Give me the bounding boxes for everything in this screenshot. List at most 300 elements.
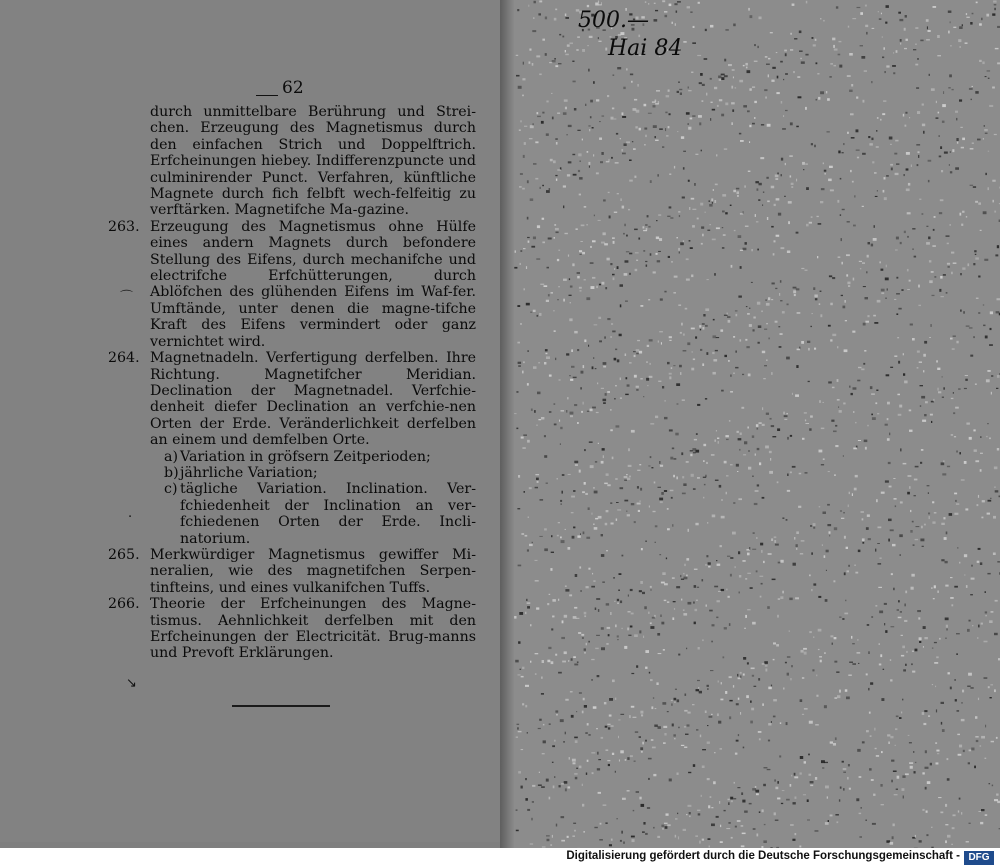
speckle-dot [897, 337, 899, 338]
speckle-dot [950, 577, 953, 578]
speckle-dot [990, 697, 992, 698]
speckle-dot [994, 211, 996, 213]
speckle-dot [579, 194, 581, 196]
speckle-dot [636, 665, 638, 668]
speckle-dot [866, 730, 869, 732]
speckle-dot [773, 659, 775, 660]
speckle-dot [988, 500, 992, 502]
speckle-dot [698, 115, 702, 118]
speckle-dot [884, 71, 886, 73]
speckle-dot [711, 714, 713, 715]
speckle-dot [962, 690, 964, 693]
speckle-dot [952, 89, 954, 90]
speckle-dot [923, 626, 926, 629]
speckle-dot [708, 805, 710, 808]
speckle-dot [870, 682, 873, 685]
speckle-dot [621, 149, 623, 152]
speckle-dot [796, 232, 799, 234]
speckle-dot [615, 698, 616, 700]
speckle-dot [853, 387, 857, 389]
speckle-dot [681, 599, 682, 601]
speckle-dot [679, 215, 680, 217]
speckle-dot [584, 615, 586, 617]
speckle-dot [780, 333, 783, 335]
speckle-dot [837, 200, 839, 203]
speckle-dot [623, 87, 625, 89]
speckle-dot [776, 52, 778, 53]
speckle-dot [975, 254, 977, 255]
speckle-dot [745, 226, 749, 227]
speckle-dot [655, 416, 658, 419]
speckle-dot [862, 741, 865, 743]
speckle-dot [614, 268, 615, 270]
speckle-dot [967, 686, 971, 687]
speckle-dot [887, 438, 890, 441]
speckle-dot [804, 412, 807, 414]
speckle-dot [986, 14, 989, 17]
speckle-dot [866, 673, 868, 675]
speckle-dot [613, 277, 615, 280]
speckle-dot [975, 384, 977, 385]
speckle-dot [880, 119, 881, 121]
speckle-dot [805, 270, 808, 272]
speckle-dot [554, 424, 557, 426]
speckle-dot [612, 274, 615, 276]
speckle-dot [780, 61, 783, 63]
speckle-dot [951, 604, 953, 606]
speckle-dot [601, 627, 604, 630]
speckle-dot [800, 756, 803, 759]
speckle-dot [710, 78, 712, 80]
speckle-dot [639, 128, 641, 131]
speckle-dot [816, 675, 817, 677]
speckle-dot [679, 252, 680, 254]
speckle-dot [599, 284, 601, 286]
speckle-dot [706, 93, 707, 96]
speckle-dot [767, 124, 771, 127]
speckle-dot [737, 191, 740, 194]
speckle-dot [533, 17, 534, 19]
speckle-dot [567, 836, 569, 838]
speckle-dot [763, 378, 766, 379]
speckle-dot [559, 379, 561, 380]
speckle-dot [978, 625, 980, 628]
speckle-dot [518, 475, 520, 478]
speckle-dot [755, 454, 756, 456]
speckle-dot [681, 452, 683, 455]
speckle-dot [539, 313, 541, 316]
speckle-dot [650, 363, 651, 365]
speckle-dot [762, 809, 764, 812]
speckle-dot [921, 449, 924, 451]
speckle-dot [837, 346, 838, 348]
speckle-dot [653, 697, 654, 699]
speckle-dot [757, 428, 759, 430]
speckle-dot [740, 266, 742, 269]
speckle-dot [660, 298, 663, 300]
speckle-dot [775, 178, 778, 180]
speckle-dot [741, 825, 744, 826]
speckle-dot [677, 131, 678, 132]
speckle-dot [592, 277, 595, 279]
speckle-dot [646, 541, 647, 543]
speckle-dot [890, 679, 892, 681]
speckle-dot [868, 136, 870, 138]
speckle-dot [691, 72, 693, 73]
speckle-dot [915, 649, 918, 652]
speckle-dot [859, 261, 862, 262]
speckle-dot [890, 529, 894, 531]
speckle-dot [663, 649, 665, 651]
speckle-dot [881, 698, 884, 701]
speckle-dot [634, 375, 637, 378]
speckle-dot [549, 188, 551, 190]
speckle-dot [629, 715, 630, 718]
speckle-dot [904, 174, 905, 176]
speckle-dot [858, 663, 859, 664]
speckle-dot [596, 99, 599, 101]
speckle-dot [943, 91, 944, 94]
speckle-dot [537, 116, 541, 117]
speckle-dot [662, 147, 664, 148]
speckle-dot [558, 672, 562, 674]
speckle-dot [928, 513, 930, 515]
speckle-dot [544, 362, 546, 365]
speckle-dot [937, 368, 940, 370]
speckle-dot [806, 423, 810, 424]
speckle-dot [627, 757, 629, 760]
speckle-dot [661, 582, 665, 584]
speckle-dot [819, 400, 820, 403]
speckle-dot [842, 152, 844, 153]
speckle-dot [786, 519, 788, 520]
speckle-dot [584, 652, 586, 654]
speckle-dot [913, 545, 915, 546]
speckle-dot [830, 339, 832, 341]
speckle-dot [585, 732, 588, 734]
speckle-dot [595, 461, 597, 462]
speckle-dot [611, 523, 614, 525]
speckle-dot [889, 486, 892, 488]
speckle-dot [849, 386, 850, 388]
speckle-dot [689, 816, 690, 818]
speckle-dot [879, 18, 882, 19]
speckle-dot [820, 201, 823, 203]
speckle-dot [823, 459, 825, 460]
speckle-dot [783, 412, 785, 415]
speckle-dot [956, 653, 958, 655]
speckle-dot [805, 107, 807, 110]
speckle-dot [589, 36, 593, 38]
speckle-dot [597, 752, 599, 755]
speckle-dot [899, 405, 902, 408]
speckle-dot [611, 323, 613, 325]
speckle-dot [867, 514, 870, 517]
speckle-dot [574, 461, 578, 463]
speckle-dot [824, 170, 827, 172]
speckle-dot [580, 387, 582, 389]
speckle-dot [847, 132, 849, 134]
speckle-dot [593, 706, 597, 709]
speckle-dot [556, 142, 558, 145]
speckle-dot [769, 338, 770, 340]
speckle-dot [795, 597, 799, 599]
speckle-dot [521, 437, 524, 439]
speckle-dot [546, 835, 550, 836]
speckle-dot [872, 161, 874, 163]
speckle-dot [931, 88, 935, 91]
speckle-dot [899, 717, 902, 719]
speckle-dot [936, 656, 939, 658]
speckle-dot [614, 212, 617, 213]
speckle-dot [953, 263, 957, 264]
speckle-dot [951, 272, 952, 275]
speckle-dot [670, 457, 673, 460]
speckle-dot [568, 474, 571, 475]
speckle-dot [913, 49, 916, 50]
speckle-dot [654, 725, 658, 727]
speckle-dot [517, 305, 520, 307]
speckle-dot [653, 125, 657, 128]
speckle-dot [617, 603, 619, 604]
speckle-dot [702, 839, 704, 841]
speckle-dot [588, 69, 589, 72]
speckle-dot [676, 586, 680, 588]
speckle-dot [921, 526, 922, 529]
speckle-dot [598, 4, 601, 5]
speckle-dot [605, 823, 607, 824]
speckle-dot [927, 26, 928, 29]
speckle-dot [974, 250, 976, 252]
speckle-dot [662, 0, 665, 2]
speckle-dot [993, 553, 996, 556]
speckle-dot [765, 665, 768, 667]
speckle-dot [857, 749, 861, 752]
speckle-dot [947, 466, 950, 468]
speckle-dot [739, 449, 740, 451]
speckle-dot [713, 335, 717, 338]
speckle-dot [547, 839, 550, 841]
speckle-dot [965, 375, 968, 376]
speckle-dot [781, 247, 785, 249]
speckle-dot [984, 125, 985, 126]
speckle-dot [607, 484, 610, 486]
speckle-dot [871, 616, 873, 617]
speckle-dot [818, 596, 821, 598]
speckle-dot [646, 135, 647, 137]
speckle-dot [737, 431, 739, 433]
speckle-dot [622, 153, 626, 155]
speckle-dot [945, 804, 947, 807]
speckle-dot [775, 787, 778, 790]
speckle-dot [716, 154, 717, 156]
speckle-dot [940, 146, 942, 149]
speckle-dot [804, 761, 806, 763]
speckle-dot [919, 840, 922, 842]
speckle-dot [995, 600, 998, 602]
speckle-dot [663, 742, 666, 744]
speckle-dot [987, 423, 989, 424]
speckle-dot [697, 587, 699, 588]
speckle-dot [596, 172, 599, 174]
speckle-dot [871, 414, 873, 416]
speckle-dot [659, 331, 663, 332]
speckle-dot [665, 15, 668, 17]
speckle-dot [767, 217, 768, 220]
speckle-dot [633, 717, 637, 718]
speckle-dot [768, 58, 770, 60]
speckle-dot [631, 836, 635, 838]
speckle-dot [847, 777, 849, 780]
speckle-dot [762, 407, 763, 410]
speckle-dot [784, 50, 787, 52]
speckle-dot [578, 632, 581, 634]
speckle-dot [814, 145, 816, 148]
speckle-dot [716, 560, 717, 561]
speckle-dot [945, 585, 948, 587]
speckle-dot [669, 336, 672, 338]
speckle-dot [646, 378, 649, 381]
speckle-dot [858, 367, 862, 368]
speckle-dot [686, 461, 689, 462]
speckle-dot [816, 695, 818, 697]
speckle-dot [631, 81, 633, 83]
speckle-dot [598, 317, 601, 319]
speckle-dot [641, 714, 643, 716]
speckle-dot [584, 340, 586, 343]
speckle-dot [962, 24, 963, 26]
speckle-dot [978, 698, 979, 700]
speckle-dot [953, 412, 955, 414]
speckle-dot [542, 242, 545, 244]
speckle-dot [678, 305, 681, 306]
speckle-dot [557, 169, 561, 170]
speckle-dot [766, 413, 769, 415]
speckle-dot [876, 499, 878, 502]
speckle-dot [971, 748, 974, 751]
speckle-dot [596, 728, 597, 729]
speckle-dot [796, 288, 800, 290]
speckle-dot [920, 385, 924, 386]
speckle-dot [932, 295, 935, 296]
speckle-dot [533, 163, 537, 164]
speckle-dot [864, 70, 867, 71]
speckle-dot [981, 736, 985, 739]
speckle-dot [707, 230, 710, 231]
speckle-dot [764, 824, 766, 825]
speckle-dot [648, 465, 650, 466]
speckle-dot [764, 661, 768, 664]
speckle-dot [674, 458, 677, 459]
speckle-dot [517, 9, 519, 11]
speckle-dot [551, 292, 554, 294]
speckle-dot [965, 42, 968, 44]
speckle-dot [793, 287, 797, 289]
speckle-dot [621, 628, 622, 629]
speckle-dot [694, 585, 697, 588]
speckle-dot [809, 575, 811, 577]
speckle-dot [605, 48, 607, 51]
speckle-dot [950, 338, 953, 340]
speckle-dot [923, 723, 926, 725]
speckle-dot [527, 440, 530, 443]
speckle-dot [544, 455, 547, 458]
speckle-dot [868, 538, 871, 540]
speckle-dot [782, 128, 786, 129]
speckle-dot [545, 17, 547, 20]
speckle-dot [991, 392, 992, 395]
speckle-dot [933, 6, 937, 8]
speckle-dot [636, 791, 639, 792]
speckle-dot [740, 339, 742, 341]
speckle-dot [718, 591, 721, 592]
speckle-dot [758, 199, 760, 201]
speckle-dot [885, 298, 887, 299]
speckle-dot [669, 376, 671, 379]
speckle-dot [666, 135, 668, 136]
speckle-dot [759, 462, 761, 465]
speckle-dot [588, 568, 590, 570]
speckle-dot [740, 433, 742, 435]
speckle-dot [667, 362, 670, 364]
speckle-dot [802, 677, 804, 678]
speckle-dot [834, 661, 837, 663]
speckle-dot [654, 19, 658, 22]
speckle-dot [533, 237, 536, 240]
speckle-dot [532, 123, 534, 125]
speckle-dot [583, 365, 585, 368]
speckle-dot [633, 108, 637, 111]
speckle-dot [592, 366, 594, 369]
speckle-dot [607, 95, 609, 97]
speckle-dot [964, 461, 967, 464]
speckle-dot [926, 226, 928, 227]
speckle-dot [682, 399, 685, 401]
speckle-dot [841, 518, 844, 519]
speckle-dot [611, 117, 614, 120]
speckle-dot [777, 173, 778, 175]
speckle-dot [582, 491, 585, 493]
speckle-dot [643, 636, 644, 638]
speckle-dot [621, 831, 622, 834]
speckle-dot [833, 431, 837, 433]
speckle-dot [544, 435, 546, 437]
speckle-dot [647, 215, 649, 217]
speckle-dot [654, 482, 656, 484]
margin-mark: ↘ [126, 676, 137, 691]
speckle-dot [617, 359, 620, 362]
speckle-dot [818, 97, 820, 100]
speckle-dot [692, 209, 696, 210]
speckle-dot [914, 479, 918, 481]
speckle-dot [865, 25, 868, 27]
speckle-dot [839, 41, 842, 42]
speckle-dot [894, 498, 897, 500]
speckle-dot [863, 363, 865, 365]
speckle-dot [589, 129, 590, 131]
sub-item-label: b) [164, 464, 179, 481]
speckle-dot [537, 315, 539, 317]
speckle-dot [545, 349, 548, 351]
speckle-dot [572, 536, 575, 539]
speckle-dot [787, 474, 789, 477]
speckle-dot [616, 502, 619, 503]
speckle-dot [772, 579, 776, 581]
speckle-dot [875, 605, 877, 606]
entry-number: 266. [108, 596, 140, 613]
speckle-dot [787, 251, 790, 254]
speckle-dot [992, 87, 995, 89]
